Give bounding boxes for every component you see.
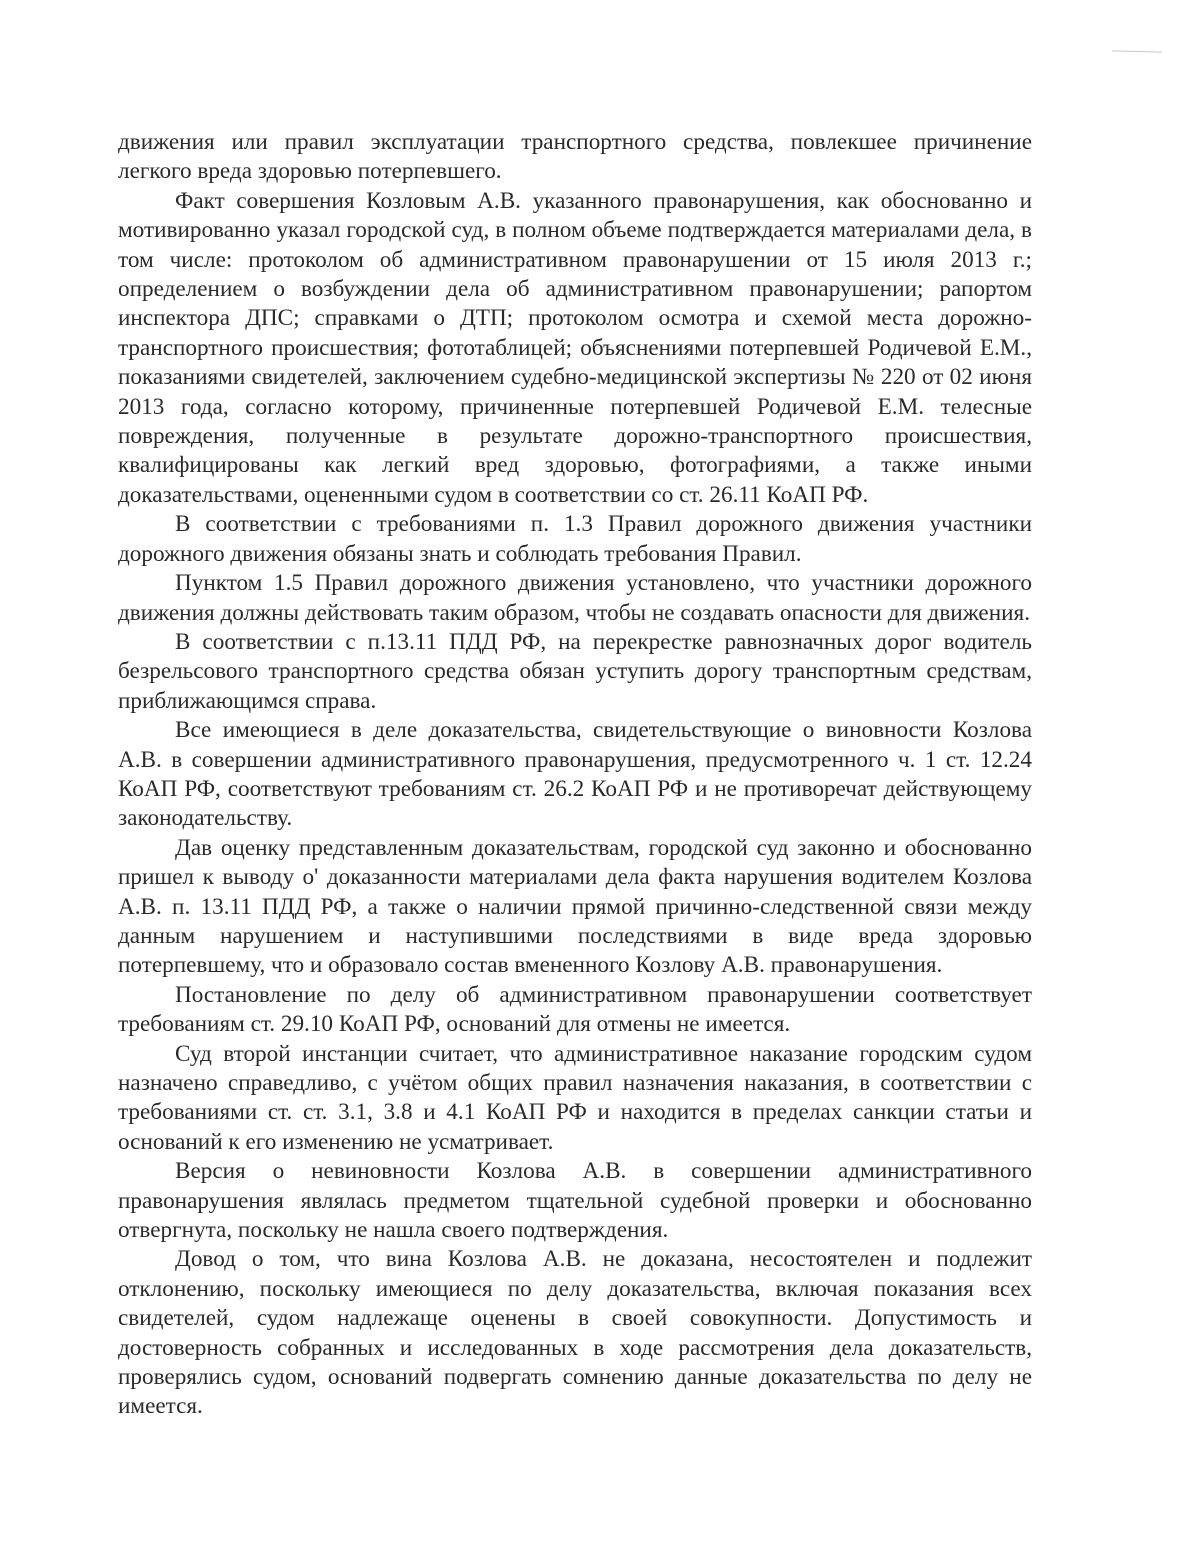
document-page [118,128,1032,1422]
paragraph-evidence: Факт совершения Козловым А.В. указанного правонарушения, как обоснованно и мотивированно указал городской суд, в полном объеме подтверждается материалами дела, в том числе: протоколом об административном правонарушении от 15 июля 2013 г.; определением о возбуждении дела об административном правонарушении; рапортом инспектора ДПС; справками о ДТП; протоколом осмотра и схемой места дорожно-транспортного происшествия; фототаблицей; объяснениями потерпевшей Родичевой Е.М., показаниями свидетелей, заключением судебно-медицинской экспертизы № 220 от 02 июня 2013 года, согласно которому, причиненные потерпевшей Родичевой Е.М. телесные повреждения, полученные в результате дорожно-транспортного происшествия, квалифицированы как легкий вред здоровью, фотографиями, а также иными доказательствами, оцененными судом в соответствии со ст. 26.11 КоАП РФ. [118,187,1032,508]
paragraph-rule-1-5: Пунктом 1.5 Правил дорожного движения установлено, что участники дорожного движения должны действовать таким образом, чтобы не создавать опасности для движения. [118,570,1032,626]
paragraph-court-assessment: Дав оценку представленным доказательствам, городской суд законно и обоснованно пришел к выводу о' доказанности материалами дела факта нарушения водителем Козлова А.В. п. 13.11 ПДД РФ, а также о наличии прямой причинно-следственной связи между данным нарушением и наступившими последствиями в виде вреда здоровью потерпевшему, что и образовало состав вмененного Козлову А.В. правонарушения. [118,834,1032,979]
paragraph-continuation: движения или правил эксплуатации транспортного средства, повлекшее причинение легкого вреда здоровью потерпевшего. [118,129,1032,185]
paragraph-innocence-version: Версия о невиновности Козлова А.В. в совершении административного правонарушения являлась предметом тщательной судебной проверки и обоснованно отвергнута, поскольку не нашла своего подтверждения. [118,1158,1032,1244]
paragraph-penalty: Суд второй инстанции считает, что административное наказание городским судом назначено справедливо, с учётом общих правил назначения наказания, в соответствии с требованиями ст. ст. 3.1, 3.8 и 4.1 КоАП РФ и находится в пределах санкции статьи и оснований к его изменению не усматривает. [118,1040,1032,1155]
paragraph-evidence-compliance: Все имеющиеся в деле доказательства, свидетельствующие о виновности Козлова А.В. в совершении административного правонарушения, предусмотренного ч. 1 ст. 12.24 КоАП РФ, соответствуют требованиям ст. 26.2 КоАП РФ и не противоречат действующему законодательству. [118,717,1032,832]
paragraph-rule-1-3: В соответствии с требованиями п. 1.3 Правил дорожного движения участники дорожного движения обязаны знать и соблюдать требования Правил. [118,511,1032,567]
paragraph-rule-13-11: В соответствии с п.13.11 ПДД РФ, на перекрестке равнозначных дорог водитель безрельсового транспортного средства обязан уступить дорогу транспортным средствам, приближающимся справа. [118,628,1032,714]
scan-artifact-line [1112,50,1162,52]
paragraph-ruling-compliance: Постановление по делу об административном правонарушении соответствует требованиям ст. 29.10 КоАП РФ, оснований для отмены не имеется. [118,981,1032,1038]
paragraph-argument-rejection: Довод о том, что вина Козлова А.В. не доказана, несостоятелен и подлежит отклонению, поскольку имеющиеся по делу доказательства, включая показания всех свидетелей, судом надлежаще оценены в своей совокупности. Допустимость и достоверность собранных и исследованных в ходе рассмотрения дела доказательств, проверялись судом, оснований подвергать сомнению данные доказательства по делу не имеется. [118,1246,1032,1420]
